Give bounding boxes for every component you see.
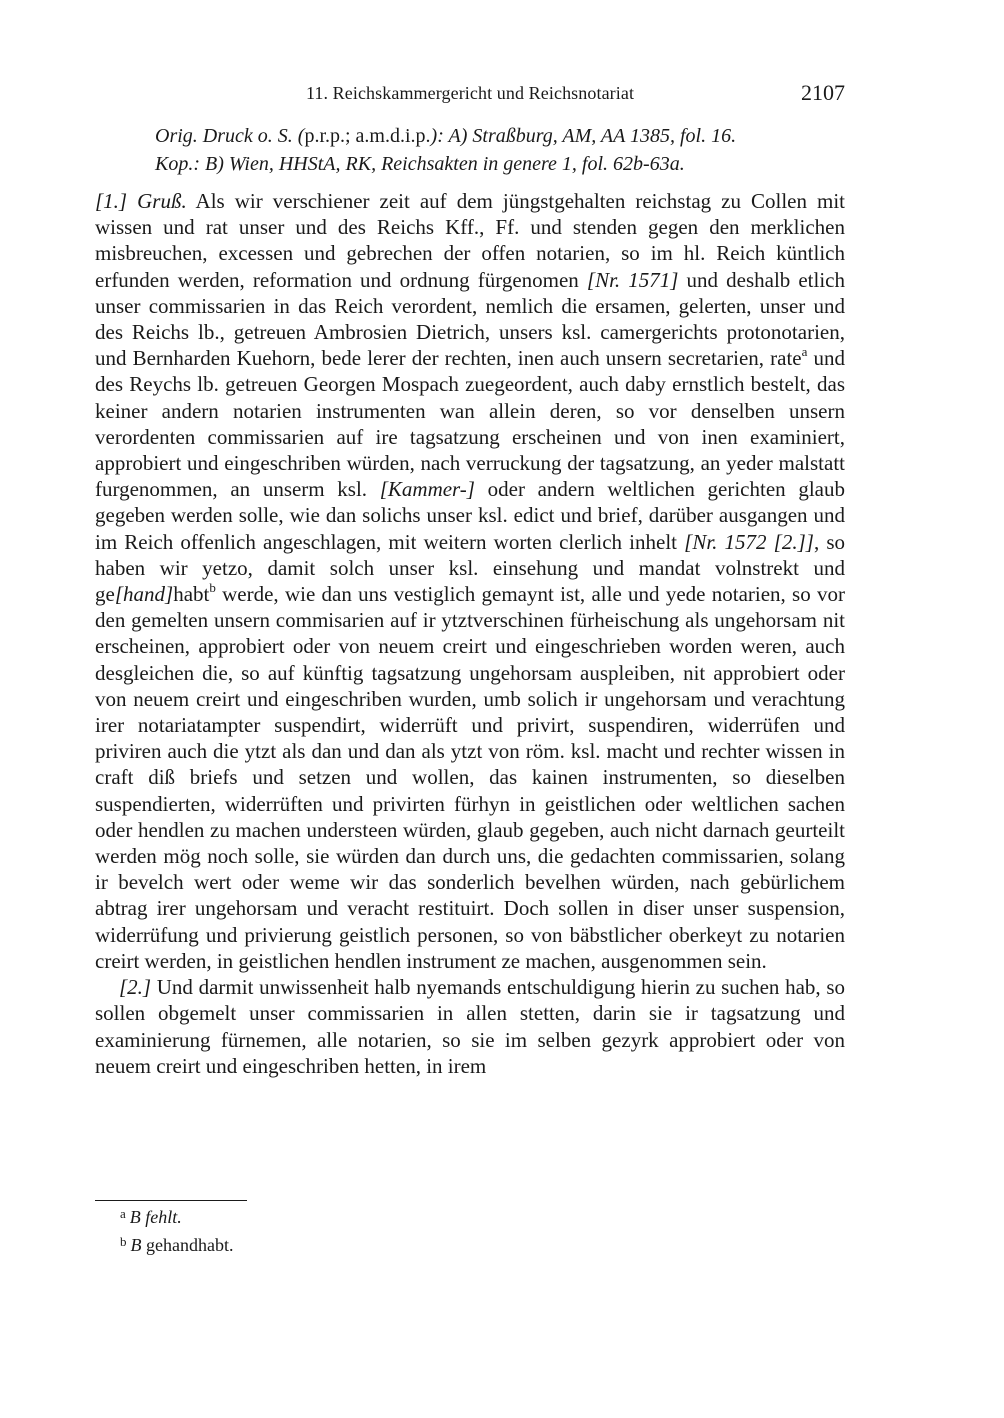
text-segment: , so haben wir yetzo, damit solch unser ksl. einsehung und mandat volnstrekt und ge xyxy=(95,529,845,607)
source-references xyxy=(155,122,855,178)
orig-abbreviation: p.r.p.; a.m.d.i.p. xyxy=(304,125,431,147)
paragraph-2 xyxy=(95,974,845,1079)
footnotes xyxy=(120,1204,620,1260)
text-segment: und des Reychs lb. getreuen Georgen Mospach zuegeordent, auch daby ernstlich bestelt, das keiner andern notarien instrumenten wan allein deren, so vor denselben unsern verordenten commissarien auf ire tagsatzung erscheinen und von inen examiniert, approbiert und eingeschriben würden, nach verruckung der tagsatzung, an yeder malstatt furgenommen, an unserm ksl. xyxy=(95,346,846,502)
page-number: 2107 xyxy=(801,80,845,105)
text-segment: Und darmit unwissenheit halb nyemands entschuldigung hierin zu suchen hab, so sollen obgemelt unser commissarien in allen stetten, darin sie ir tagsatzung und examinierung fürnemen, alle notarien, so sie im selben gezyrk approbiert oder von neuem creirt und eingeschriben hetten, in irem xyxy=(95,975,845,1078)
footnote-b xyxy=(120,1232,620,1260)
footnote-mark: b xyxy=(120,1234,127,1249)
text-segment: oder andern weltlichen gerichten glaub gegeben werden solle, wie dan solichs unser ksl. edict und brief, darüber ausgangen und im Reich offenlich angeschlagen, mit weitern worten clerlich inhelt xyxy=(95,477,845,554)
footnote-separator xyxy=(95,1200,247,1201)
editorial-insertion: [Kammer-] xyxy=(379,477,475,502)
cross-reference: [Nr. 1572 [2.]] xyxy=(684,529,814,554)
footnote-sigle: B xyxy=(130,1235,142,1255)
paragraph-1 xyxy=(95,188,845,974)
text-segment: werde, wie dan uns vestiglich gemaynt ist, alle und yede notarien, so vor den gemelten unsern commisarien auf ir ytztverschinen fürheischung als ungehorsam nit erscheinen, approbiert oder von neuem creirt und eingeschrieben worden weren, auch desgleichen die, so auf künftig tagsatzung ungehorsam auspleiben, nit approbiert oder von neuem creirt und eingeschriben wurden, umb solich ir ungehorsam und verachtung irer notariatampter suspendirt, widerrüft und privirt, suspendiren, widerrüfen und priviren auch die ytzt als dan und dan als ytzt von röm. ksl. macht und rechter wissen in craft diß briefs und setzen und wollen, das kainen instrumenten, so dieselben suspendierten, widerrüften und privirten fürhyn in geistlichen oder weltlichen sachen oder hendlen zu machen understeen würden, glaub gegeben, auch nicht darnach geurteilt werden mög noch solle, sie würden dan durch uns, die gedachten commissarien, solang ir bevelch wert oder weme wir das sonderlich bevelhen würden, nach gebürlichem abtrag irer ungehorsam und veracht restituirt. Doch sollen in diser unser suspension, widerrüfung und privierung geistlich personen, so von bäbstlicher oberkeyt zu notarien creirt werden, in geistlichen hendlen instrument ze machen, ausgenommen sein. xyxy=(95,582,845,973)
footnote-a xyxy=(120,1204,620,1232)
footnote-mark: a xyxy=(120,1206,126,1221)
section-marker-1: [1.] Gruß. xyxy=(95,189,187,213)
running-title: 11. Reichskammergericht und Reichsnotariat xyxy=(305,83,635,103)
editorial-insertion: [hand] xyxy=(114,582,174,607)
orig-suffix: ): A) Straßburg, AM, AA 1385, fol. 16. xyxy=(430,125,737,147)
footnote-marker-a[interactable]: a xyxy=(801,344,808,360)
text-segment: Als wir verschiener zeit auf dem jüngstgehalten reichstag zu Collen mit wissen und rat unser und des Reichs Kff., Ff. und stenden gegen den merklichen misbreuchen, excessen und gebrechen der offen notarien, so im hl. Reich küntlich erfunden werden, reformation und ordnung fürgenomen xyxy=(95,189,845,292)
orig-prefix: Orig. Druck o. S. ( xyxy=(155,125,305,147)
running-header xyxy=(95,80,845,110)
copy-source-line: Kop.: B) Wien, HHStA, RK, Reichsakten in genere 1, fol. 62b-63a. xyxy=(155,153,685,175)
footnote-text: B fehlt. xyxy=(129,1207,182,1227)
footnote-marker-b[interactable]: b xyxy=(209,580,216,596)
footnote-text: gehandhabt. xyxy=(141,1235,234,1255)
main-text xyxy=(95,188,845,1079)
text-segment: habt xyxy=(173,582,210,607)
original-source-line xyxy=(155,122,855,150)
cross-reference: [Nr. 1571] xyxy=(586,267,679,292)
section-marker-2: [2.] xyxy=(119,975,152,1000)
text-segment: und deshalb etlich unser commissarien in das Reich verordent, nemlich die ersamen, gelerten, unser und des Reichs lb., getreuen Ambrosien Dietrich, unsers ksl. camergerichts protonotarien, und Bernharden Kuehorn, bede lerer der rechten, inen auch unsern secretarien, rate xyxy=(95,267,846,371)
